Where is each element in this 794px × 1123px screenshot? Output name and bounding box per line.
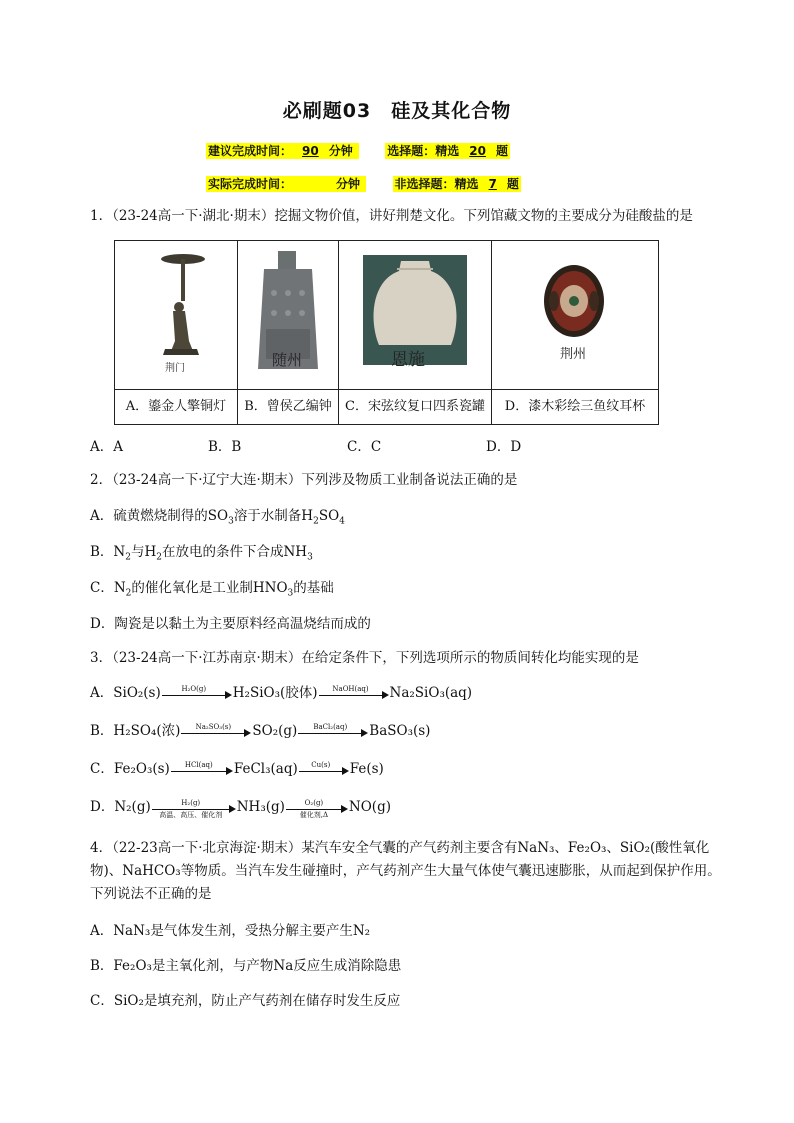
artifact-c-image — [339, 241, 491, 389]
q2-c-sub-1: 2 — [125, 588, 132, 599]
nonchoice-count-value: 7 — [488, 177, 497, 191]
q2-option-a[interactable] — [90, 506, 345, 532]
nonchoice-count — [393, 176, 521, 192]
q2-a-sub-3: 4 — [339, 516, 345, 527]
choice-count-value: 20 — [469, 144, 486, 158]
q3-b-arrow-1 — [181, 722, 251, 739]
q2-option-b[interactable] — [90, 542, 313, 568]
q3-option-d[interactable] — [90, 797, 391, 817]
q2-a-text-1: A．硫黄燃烧制得的SO — [90, 508, 229, 524]
q3-d-species-3: NO(g) — [348, 799, 391, 815]
q3-b-species-1: H₂SO₄(浓) — [113, 723, 181, 739]
q3-c-arrow-1 — [171, 760, 233, 777]
q4-stem-line-2: 物)、NaHCO₃等物质。当汽车发生碰撞时，产气药剂产生大量气体使气囊迅速膨胀，从而起到保护作用。 — [90, 863, 721, 879]
suggested-time — [206, 143, 359, 159]
q2-b-sub-1: 2 — [125, 552, 131, 563]
q1-stem: 1．（23-24高一下·湖北·期末）挖掘文物价值，讲好荆楚文化。下列馆藏文物的主要成分为硅酸盐的是 — [90, 208, 693, 224]
meta-row-2 — [206, 175, 521, 192]
q2-c-text-1: C．N — [90, 580, 126, 596]
q3-d-arrow-1 — [152, 798, 236, 819]
meta-row-1 — [206, 142, 510, 159]
q2-stem: 2．（23-24高一下·辽宁大连·期末）下列涉及物质工业制备说法正确的是 — [90, 472, 518, 488]
q3-b-cond-1: Na₂SO₃(s) — [195, 722, 232, 731]
q3-c-species-2: FeCl₃(aq) — [233, 761, 298, 777]
actual-time — [206, 176, 366, 192]
lacquer-cup-icon — [492, 241, 658, 389]
nonchoice-count-unit: 题 — [506, 177, 519, 191]
q3-b-label: B． — [90, 723, 114, 739]
artifact-b-caption: B．曾侯乙编钟 — [238, 389, 338, 424]
artifact-c-cell — [339, 241, 492, 425]
q2-b-sub-2: 2 — [156, 552, 162, 563]
q3-d-cond-2: O₂(g) — [304, 798, 324, 807]
q3-option-b[interactable] — [90, 721, 430, 741]
choice-count-label: 选择题：精选 — [387, 144, 460, 158]
q2-a-sub-1: 3 — [228, 516, 234, 527]
q4-option-b[interactable]: B．Fe₂O₃是主氧化剂，与产物Na反应生成消除隐患 — [90, 958, 402, 974]
q2-option-c[interactable] — [90, 578, 334, 604]
q4-stem-line-1: 4．（22-23高一下·北京海淀·期末）某汽车安全气囊的产气药剂主要含有NaN₃、Fe₂O₃、SiO₂(酸性氧化 — [90, 840, 710, 856]
q3-b-arrow-2 — [298, 722, 368, 739]
choice-count — [385, 143, 510, 159]
q2-b-text-1: B．N — [90, 544, 126, 560]
q1-choice-c[interactable]: C．C — [347, 439, 382, 455]
q3-a-arrow-2 — [319, 684, 389, 701]
suggested-time-label: 建议完成时间： — [208, 144, 293, 158]
q3-c-species-1: Fe₂O₃(s) — [113, 761, 170, 777]
actual-time-unit: 分钟 — [336, 177, 361, 191]
q2-option-d[interactable]: D．陶瓷是以黏土为主要原料经高温烧结而成的 — [90, 616, 371, 632]
q1-artifact-table — [114, 240, 659, 425]
q3-a-species-2: H₂SiO₃(胶体) — [232, 685, 318, 701]
q2-a-text-3: SO — [318, 508, 340, 524]
q2-c-sub-2: 3 — [287, 588, 294, 599]
q3-d-species-2: NH₃(g) — [236, 799, 285, 815]
q2-b-sub-3: 3 — [307, 552, 313, 563]
artifact-b-cell — [238, 241, 339, 425]
q4-option-a[interactable]: A．NaN₃是气体发生剂，受热分解主要产生N₂ — [90, 923, 371, 939]
q2-c-text-2: 的催化氧化是工业制HNO — [131, 580, 288, 596]
q3-d-arrow-2 — [286, 798, 348, 819]
q3-a-arrow-1 — [162, 684, 232, 701]
artifact-b-image — [238, 241, 338, 389]
q2-b-text-3: 在放电的条件下合成NH — [161, 544, 308, 560]
artifact-b-place: 随州 — [272, 351, 303, 369]
q3-b-species-3: BaSO₃(s) — [369, 723, 431, 739]
q4-option-c[interactable]: C．SiO₂是填充剂，防止产气药剂在储存时发生反应 — [90, 993, 401, 1009]
q3-a-species-1: SiO₂(s) — [113, 685, 161, 701]
actual-time-value — [292, 177, 336, 191]
q3-c-species-3: Fe(s) — [349, 761, 384, 777]
q3-option-c[interactable] — [90, 759, 384, 779]
page-title: 必刷题03 硅及其化合物 — [282, 100, 512, 122]
q3-a-label: A． — [90, 685, 114, 701]
q2-a-sub-2: 2 — [313, 516, 319, 527]
q1-choice-a[interactable]: A．A — [90, 439, 123, 455]
artifact-d-image — [492, 241, 658, 389]
q3-option-a[interactable] — [90, 683, 472, 703]
actual-time-label: 实际完成时间： — [208, 177, 293, 191]
q1-choice-b[interactable]: B．B — [208, 439, 242, 455]
artifact-c-caption: C．宋弦纹复口四系瓷罐 — [339, 389, 491, 424]
artifact-d-caption: D．漆木彩绘三鱼纹耳杯 — [492, 389, 658, 424]
q3-d-cond-1b: 高温、高压、催化剂 — [159, 810, 223, 819]
q3-d-cond-2b: 催化剂,Δ — [299, 810, 329, 819]
suggested-time-unit: 分钟 — [328, 144, 353, 158]
suggested-time-value: 90 — [302, 144, 319, 158]
q3-a-species-3: Na₂SiO₃(aq) — [389, 685, 473, 701]
nonchoice-count-label: 非选择题：精选 — [394, 177, 479, 191]
artifact-a-caption: A．鎏金人擎铜灯 — [115, 389, 237, 424]
q3-c-label: C． — [90, 761, 114, 777]
q3-d-cond-1: H₂(g) — [181, 798, 201, 807]
q3-a-cond-2: NaOH(aq) — [332, 684, 369, 693]
q3-c-arrow-2 — [299, 760, 349, 777]
q1-choice-d[interactable]: D．D — [486, 439, 522, 455]
q2-c-text-3: 的基础 — [293, 580, 334, 596]
artifact-a-image — [115, 241, 237, 389]
artifact-a-cell — [115, 241, 238, 425]
q4-stem-line-3: 下列说法不正确的是 — [90, 886, 212, 902]
artifact-a-place: 荆门 — [165, 363, 185, 374]
q3-b-species-2: SO₂(g) — [252, 723, 298, 739]
artifact-c-place: 恩施 — [391, 350, 425, 370]
q3-a-cond-1: H₂O(g) — [181, 684, 207, 693]
q3-c-cond-1: HCl(aq) — [184, 760, 213, 769]
q2-b-text-2: 与H — [130, 544, 157, 560]
q2-a-text-2: 溶于水制备H — [233, 508, 314, 524]
q3-b-cond-2: BaCl₂(aq) — [313, 722, 348, 731]
artifact-d-cell — [492, 241, 659, 425]
artifact-d-place: 荆州 — [560, 347, 587, 362]
choice-count-unit: 题 — [495, 144, 508, 158]
q3-d-label: D． — [90, 799, 115, 815]
q3-stem: 3．（23-24高一下·江苏南京·期末）在给定条件下，下列选项所示的物质间转化均能实现的是 — [90, 650, 639, 666]
q3-c-cond-2: Cu(s) — [311, 760, 331, 769]
q3-d-species-1: N₂(g) — [114, 799, 151, 815]
